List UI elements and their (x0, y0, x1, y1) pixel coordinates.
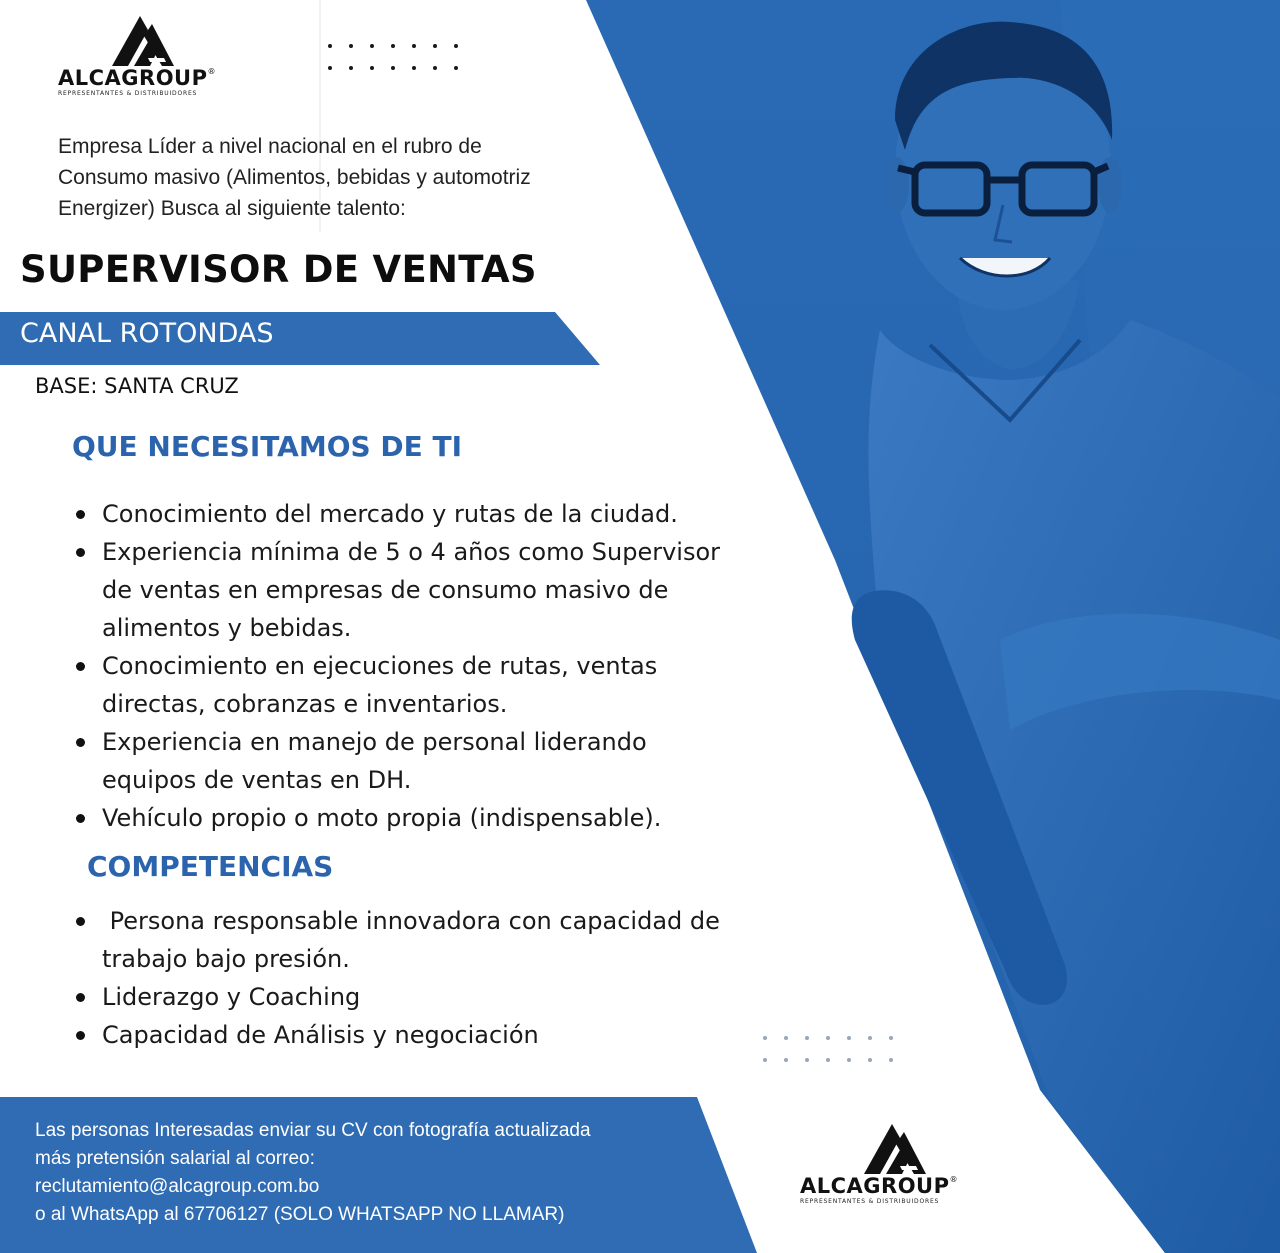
contact-email[interactable]: reclutamiento@alcagroup.com.bo (35, 1176, 320, 1197)
brand-logo-bottom (800, 1120, 1000, 1205)
contact-instructions (35, 1117, 591, 1229)
brand-name: ALCAGROUP® (58, 66, 217, 90)
brand-tagline: REPRESENTANTES & DISTRIBUIDORES (800, 1198, 940, 1205)
intro-line: Energizer) Busca al siguiente talento: (58, 197, 406, 220)
company-intro (58, 131, 618, 224)
list-item: Conocimiento en ejecuciones de rutas, ventas directas, cobranzas e inventarios. (74, 647, 834, 723)
list-item: Persona responsable innovadora con capacidad de trabajo bajo presión. (74, 902, 854, 978)
intro-line: Consumo masivo (Alimentos, bebidas y automotriz (58, 166, 531, 189)
base-location: BASE: SANTA CRUZ (35, 374, 239, 398)
channel-label: CANAL ROTONDAS (20, 318, 274, 349)
list-item: Capacidad de Análisis y negociación (74, 1016, 854, 1054)
competencies-list (74, 902, 854, 1054)
contact-line: Las personas Interesadas enviar su CV con fotografía actualizada (35, 1120, 591, 1141)
brand-tagline: REPRESENTANTES & DISTRIBUIDORES (58, 90, 198, 97)
list-item: Experiencia en manejo de personal liderando equipos de ventas en DH. (74, 723, 834, 799)
list-item: Liderazgo y Coaching (74, 978, 854, 1016)
requirements-list (74, 495, 834, 837)
alca-triangle-logo-icon (104, 12, 176, 68)
requirements-heading: QUE NECESITAMOS DE TI (72, 430, 463, 463)
decorative-dots-bottom (763, 1036, 895, 1062)
contact-whatsapp: o al WhatsApp al 67706127 (SOLO WHATSAPP NO LLAMAR) (35, 1204, 565, 1225)
list-item: Vehículo propio o moto propia (indispensable). (74, 799, 834, 837)
list-item: Conocimiento del mercado y rutas de la ciudad. (74, 495, 834, 533)
list-item: Experiencia mínima de 5 o 4 años como Supervisor de ventas en empresas de consumo masivo de alimentos y bebidas. (74, 533, 834, 647)
competencies-heading: COMPETENCIAS (87, 850, 334, 883)
brand-logo-top (58, 12, 258, 97)
job-title: SUPERVISOR DE VENTAS (20, 248, 537, 291)
decorative-dots-top (328, 44, 460, 70)
brand-name: ALCAGROUP® (800, 1174, 959, 1198)
alca-triangle-logo-icon (856, 1120, 928, 1176)
contact-line: más pretensión salarial al correo: (35, 1148, 315, 1169)
intro-line: Empresa Líder a nivel nacional en el rubro de (58, 135, 482, 158)
